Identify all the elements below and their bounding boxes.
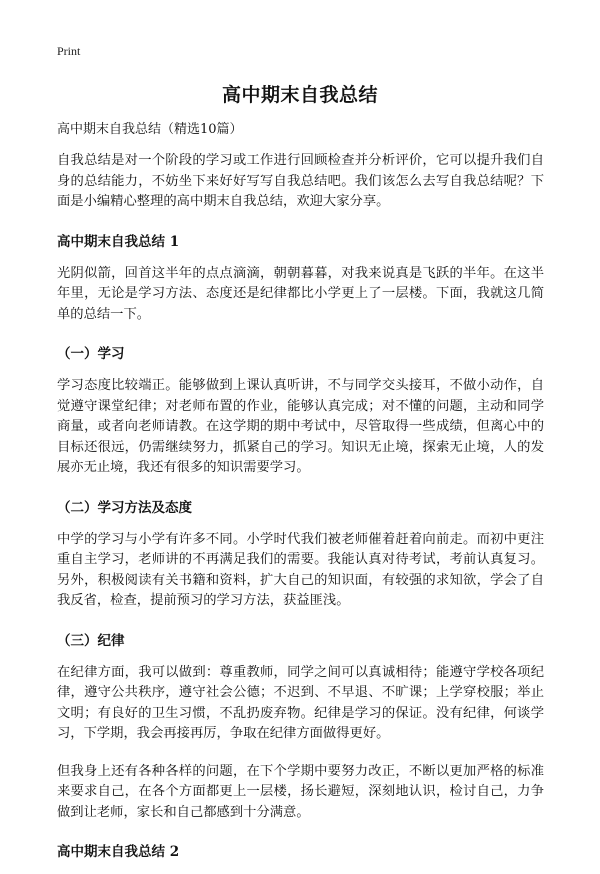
document-body bbox=[57, 118, 544, 874]
section-heading-1: 高中期末自我总结 1 bbox=[57, 233, 180, 250]
page-title: 高中期末自我总结 bbox=[221, 84, 378, 106]
discipline-paragraph-2: 但我身上还有各种各样的问题，在下个学期中要努力改正，不断以更加严格的标准来要求自己，在各个方面都更上一层楼，扬长避短，深刻地认识，检讨自己，力争做到让老师，家长和自己都感到十分满意。 bbox=[57, 763, 544, 820]
document-subtitle: 高中期末自我总结（精选10篇） bbox=[57, 122, 243, 137]
section-1-intro: 光阴似箭，回首这半年的点点滴滴，朝朝暮暮，对我来说真是飞跃的半年。在这半年里，无论是学习方法、态度还是纪律都比小学更上了一层楼。下面，我就这几简单的总结一下。 bbox=[57, 265, 544, 322]
method-paragraph: 中学的学习与小学有许多不同。小学时代我们被老师催着赶着向前走。而初中更注重自主学习，老师讲的不再满足我们的需要。我能认真对待考试，考前认真复习。另外，积极阅读有关书籍和资料，扩大自己的知识面，有较强的求知欲，学会了自我反省，检查，提前预习的学习方法，获益匪浅。 bbox=[57, 531, 544, 608]
discipline-paragraph: 在纪律方面，我可以做到：尊重教师，同学之间可以真诚相待；能遵守学校各项纪律，遵守公共秩序，遵守社会公德；不迟到、不早退、不旷课；上学穿校服；举止文明；有良好的卫生习惯，不乱扔废弃物。纪律是学习的保证。没有纪律，何谈学习，下学期，我会再接再厉，争取在纪律方面做得更好。 bbox=[57, 664, 544, 741]
subsection-heading-method: （二）学习方法及态度 bbox=[57, 499, 192, 516]
subsection-heading-discipline: （三）纪律 bbox=[57, 632, 125, 649]
print-label: Print bbox=[57, 44, 81, 58]
subsection-heading-study: （一）学习 bbox=[57, 346, 125, 362]
study-paragraph: 学习态度比较端正。能够做到上课认真听讲，不与同学交头接耳，不做小动作，自觉遵守课堂纪律；对老师布置的作业，能够认真完成；对不懂的问题，主动和同学商量，或者向老师请教。在这学期的期中考试中，尽管取得一些成绩，但离心中的目标还很远，仍需继续努力，抓紧自己的学习。知识无止境，探索无止境，人的发展亦无止境，我还有很多的知识需要学习。 bbox=[57, 378, 544, 475]
section-heading-2: 高中期末自我总结 2 bbox=[57, 844, 180, 860]
intro-paragraph: 自我总结是对一个阶段的学习或工作进行回顾检查并分析评价，它可以提升我们自身的总结能力，不妨坐下来好好写写自我总结吧。我们该怎么去写自我总结呢？下面是小编精心整理的高中期末自我总结，欢迎大家分享。 bbox=[57, 153, 544, 209]
